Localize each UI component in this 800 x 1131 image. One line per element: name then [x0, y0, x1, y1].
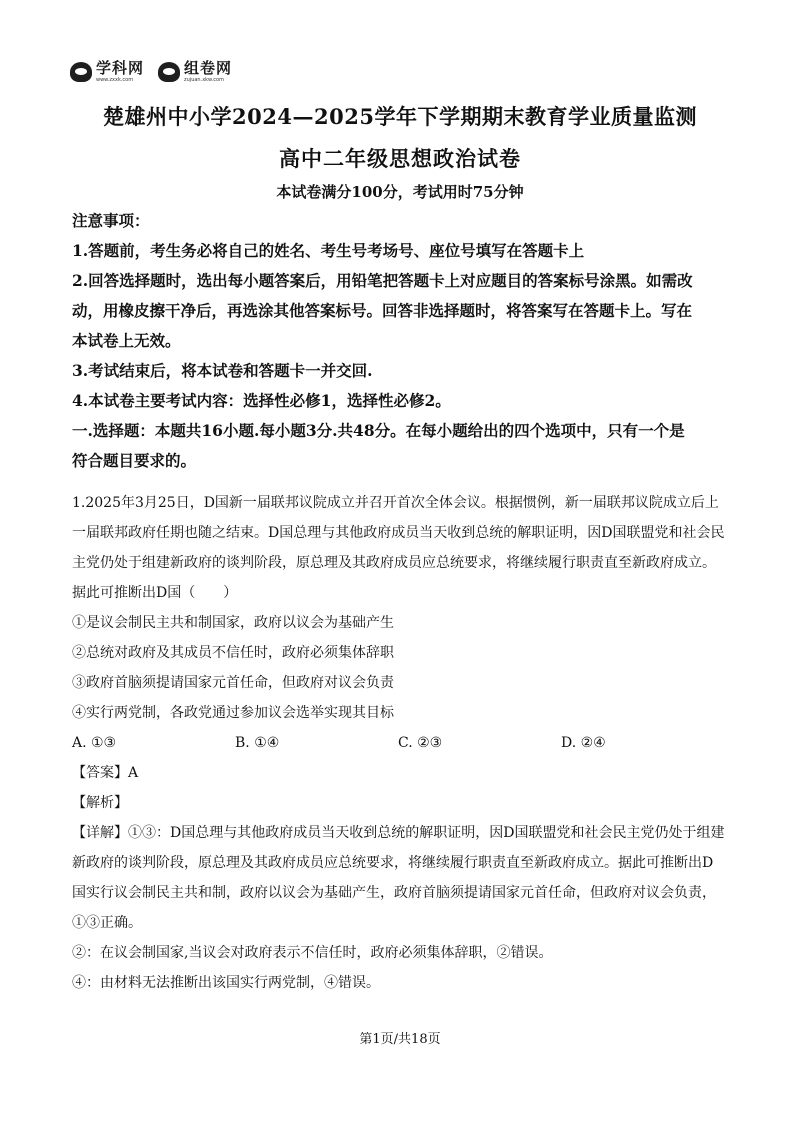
xkw-logo-url: www.zxxk.com	[96, 77, 134, 83]
option-d: D. ②④	[561, 735, 606, 751]
section-heading: 符合题目要求的。	[72, 451, 197, 470]
xkw-logo-text: 学科网	[96, 59, 145, 77]
option-c: C. ②③	[398, 735, 443, 751]
xkw-logo	[70, 61, 144, 83]
zujuan-logo-icon	[158, 62, 180, 82]
statement: ④实行两党制，各政党通过参加议会选举实现其目标	[72, 705, 394, 721]
notice-line: 动，用橡皮擦干净后，再选涂其他答案标号。回答非选择题时，将答案写在答题卡上。写在	[72, 301, 693, 320]
exam-subtitle: 本试卷满分100分，考试用时75分钟	[276, 183, 524, 201]
zujuan-logo-text: 组卷网	[184, 59, 233, 77]
statement: ③政府首脑须提请国家元首任命，但政府对议会负责	[72, 675, 394, 691]
notice-line: 2.回答选择题时，选出每小题答案后，用铅笔把答题卡上对应题目的答案标号涂黑。如需改	[72, 271, 693, 290]
notice-line: 4.本试卷主要考试内容：选择性必修1，选择性必修2。	[72, 391, 451, 410]
zujuan-logo-url: zujuan.xkw.com	[184, 77, 224, 83]
logo-bar	[70, 58, 232, 86]
answer-options	[72, 728, 732, 758]
notice-line: 1.答题前，考生务必将自己的姓名、考生号考场号、座位号填写在答题卡上	[72, 241, 585, 260]
notice-line: 本试卷上无效。	[72, 331, 181, 350]
statement: ①是议会制民主共和制国家，政府以议会为基础产生	[72, 615, 394, 631]
question-1	[72, 488, 732, 998]
section-heading: 一.选择题：本题共16小题.每小题3分.共48分。在每小题给出的四个选项中，只有一个是	[72, 421, 685, 440]
question-stem-line: 主党仍处于组建新政府的谈判阶段，原总理及其政府成员应总统要求，将继续履行职责直至新政府成立。	[72, 555, 716, 571]
option-b: B. ①④	[235, 735, 280, 751]
detail-line: ④：由材料无法推断出该国实行两党制，④错误。	[72, 975, 380, 991]
page-number: 第1页/共18页	[359, 1032, 441, 1047]
xkw-logo-icon	[70, 62, 92, 82]
zujuan-logo	[158, 61, 232, 83]
statement: ②总统对政府及其成员不信任时，政府必须集体辞职	[72, 645, 394, 661]
detail-line: 国实行议会制民主共和制，政府以议会为基础产生，政府首脑须提请国家元首任命，但政府对议会负责，	[72, 885, 716, 901]
question-stem-line: 一届联邦政府任期也随之结束。D国总理与其他政府成员当天收到总统的解职证明，因D国联盟党和社会民	[72, 525, 725, 541]
detail-line: 【详解】①③：D国总理与其他政府成员当天收到总统的解职证明，因D国联盟党和社会民主党仍处于组建	[72, 825, 725, 841]
option-a: A. ①③	[72, 735, 117, 751]
notice-section	[72, 206, 732, 476]
question-stem-line: 1.2025年3月25日，D国新一届联邦议院成立并召开首次全体会议。根据惯例，新一届联邦议院成立后上	[72, 495, 719, 511]
detail-line: 新政府的谈判阶段，原总理及其政府成员应总统要求，将继续履行职责直至新政府成立。据此可推断出D	[72, 855, 714, 871]
detail-line: ②：在议会制国家,当议会对政府表示不信任时，政府必须集体辞职，②错误。	[72, 945, 553, 961]
notice-heading: 注意事项：	[72, 211, 150, 230]
answer: 【答案】A	[72, 765, 139, 781]
question-stem-line: 据此可推断出D国（ ）	[72, 585, 238, 601]
notice-line: 3.考试结束后，将本试卷和答题卡一并交回.	[72, 361, 373, 380]
analysis-label: 【解析】	[72, 795, 128, 811]
detail-line: ①③正确。	[72, 915, 142, 931]
exam-subject-title: 高中二年级思想政治试卷	[279, 146, 521, 171]
exam-title: 楚雄州中小学2024—2025学年下学期期末教育学业质量监测	[103, 104, 697, 129]
